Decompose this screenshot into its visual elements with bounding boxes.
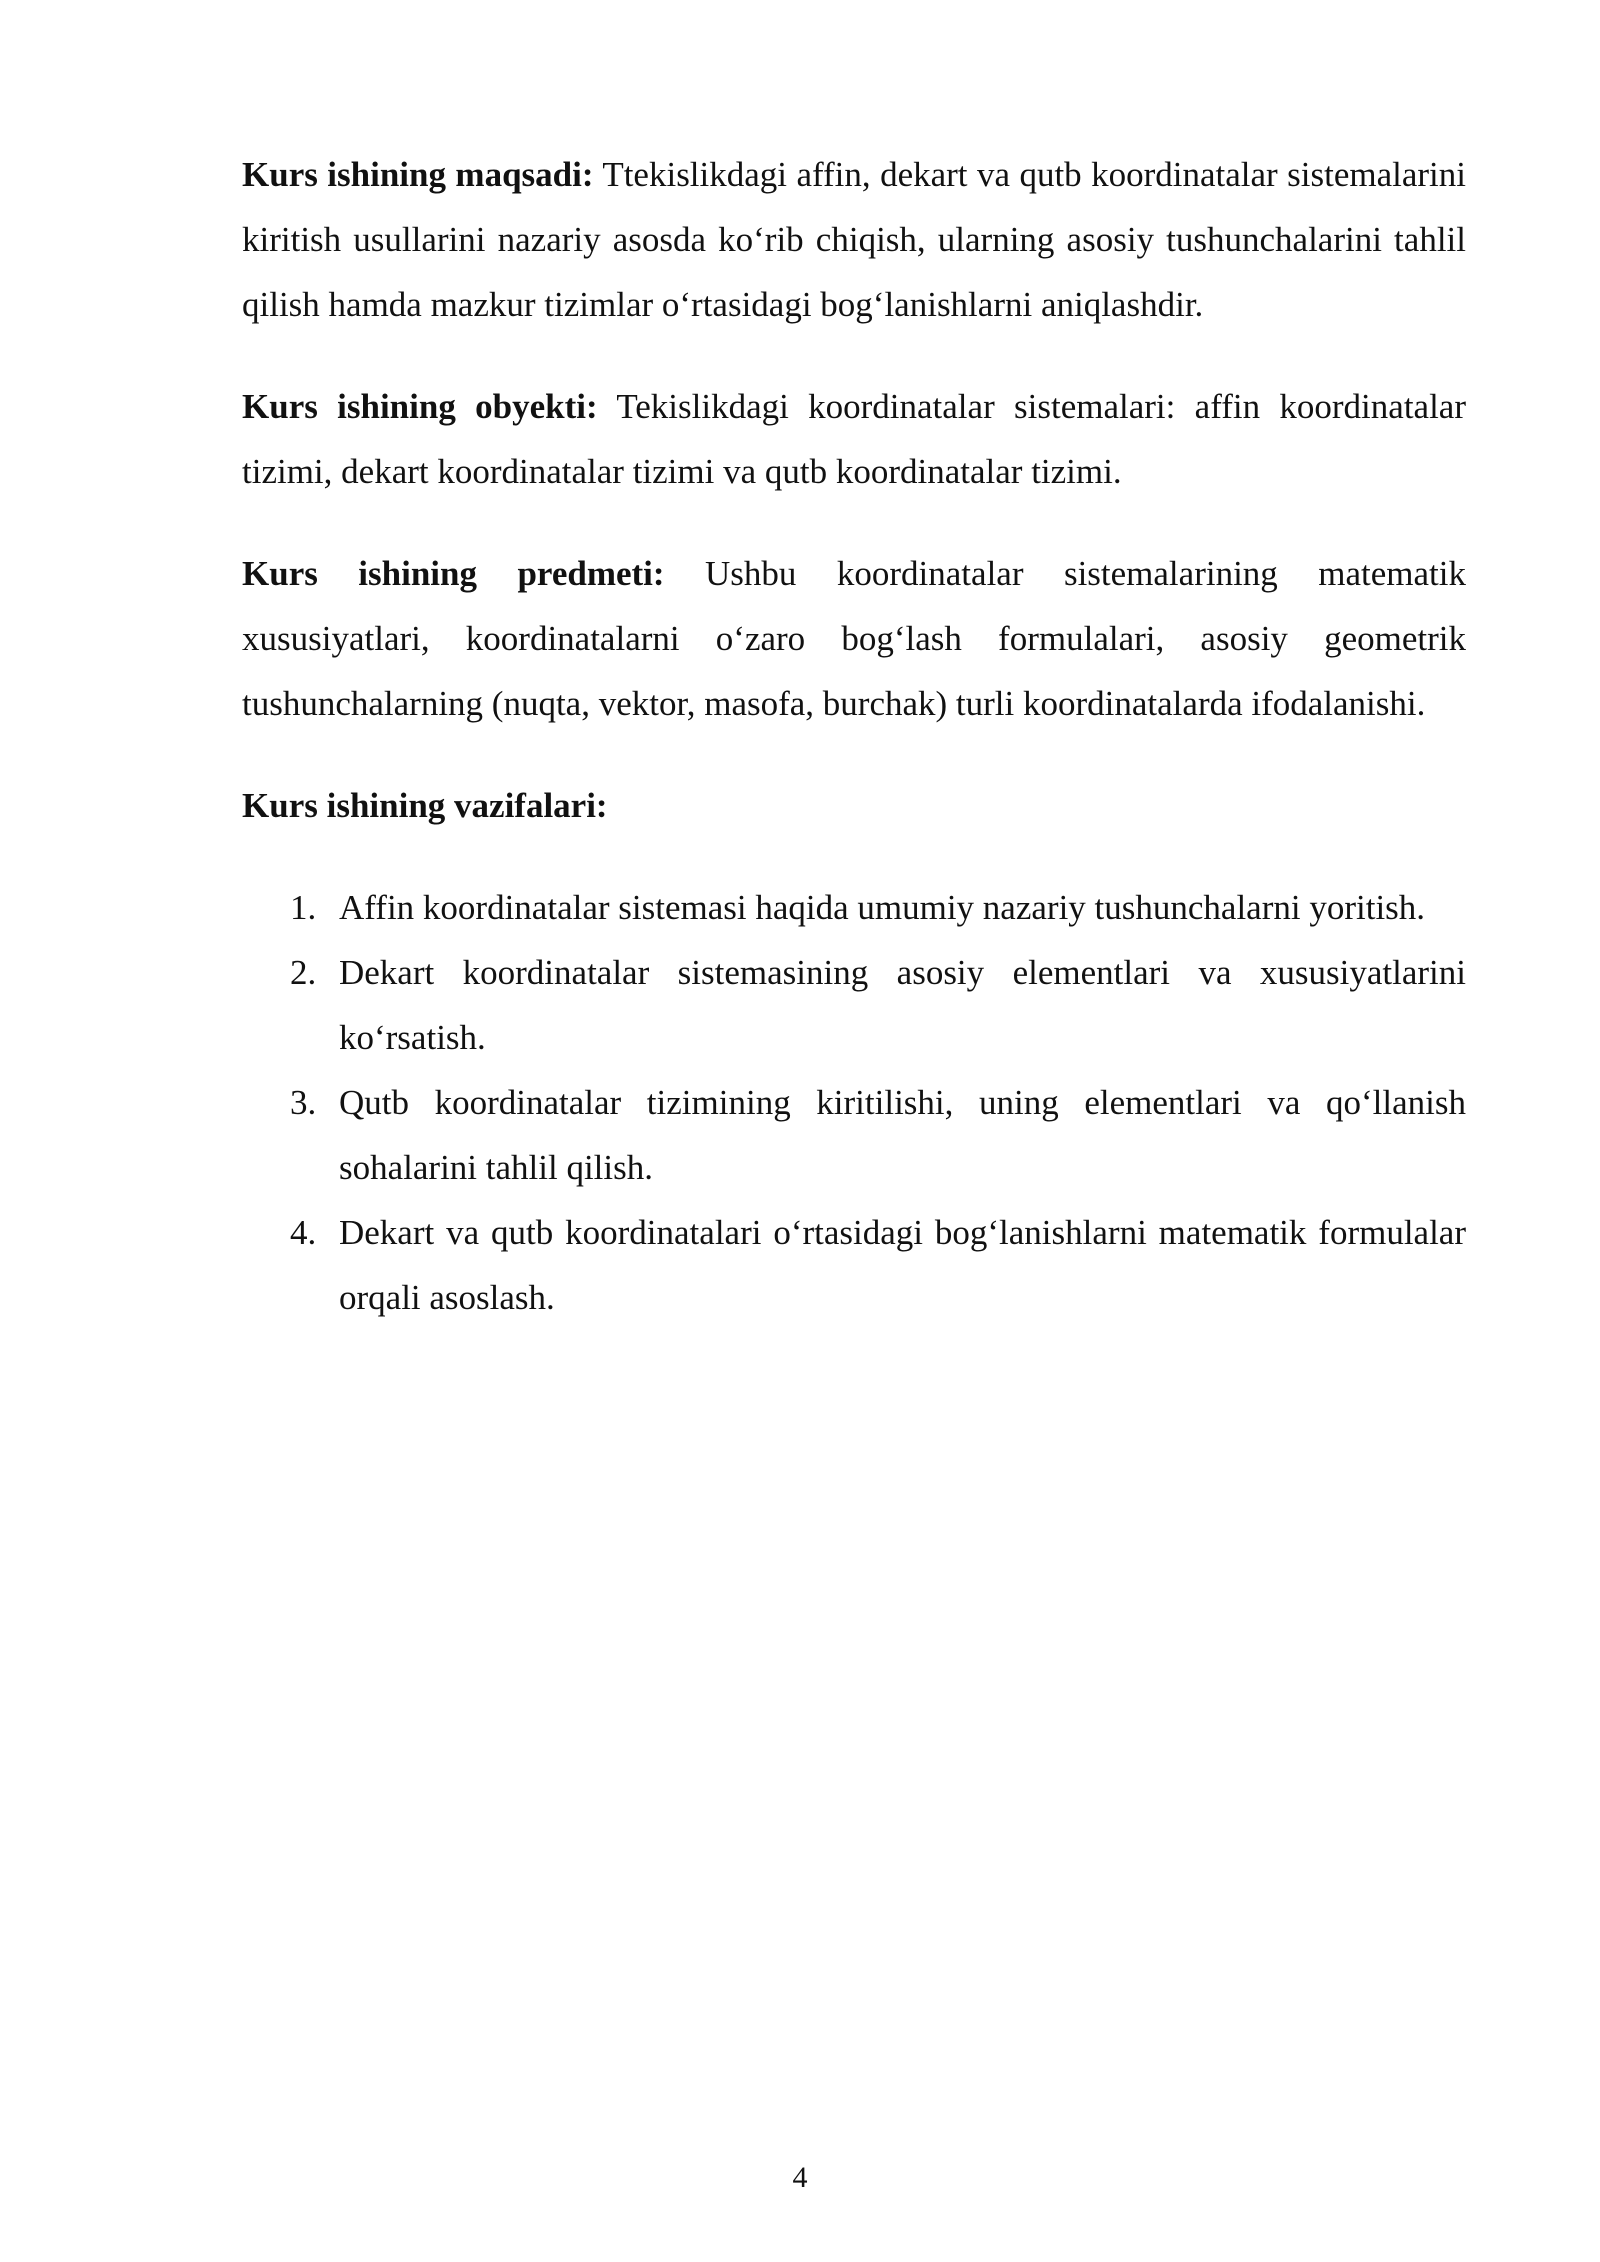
- task-item: [242, 940, 1466, 1070]
- task-number: 1.: [290, 888, 317, 927]
- subject-paragraph: [242, 541, 1466, 736]
- subject-label: Kurs ishining predmeti:: [242, 554, 665, 593]
- tasks-heading: Kurs ishining vazifalari:: [242, 786, 608, 825]
- task-number: 4.: [290, 1213, 317, 1252]
- task-item: [242, 1200, 1466, 1330]
- task-text: Dekart koordinatalar sistemasining asosiy elementlari va xususiyatlarini ko‘rsatish.: [339, 953, 1466, 1057]
- object-label: Kurs ishining obyekti:: [242, 387, 598, 426]
- page-number: 4: [792, 2161, 808, 2194]
- goal-label: Kurs ishining maqsadi:: [242, 155, 594, 194]
- object-paragraph: [242, 374, 1466, 504]
- object-text: Tekislikdagi koordinatalar sistemalari: affin koordinatalar tizimi, dekart koordinatalar tizimi va qutb koordinatalar tizimi.: [242, 387, 1466, 491]
- subject-text: Ushbu koordinatalar sistemalarining matematik xususiyatlari, koordinatalarni o‘zaro bog‘lash formulalari, asosiy geometrik tushunchalarning (nuqta, vektor, masofa, burchak) turli koordinatalarda ifodalanishi.: [242, 554, 1466, 723]
- task-text: Affin koordinatalar sistemasi haqida umumiy nazariy tushunchalarni yoritish.: [339, 888, 1426, 927]
- task-item: [242, 1070, 1466, 1200]
- tasks-list: [242, 875, 1466, 1330]
- goal-text: Ttekislikdagi affin, dekart va qutb koordinatalar sistemalarini kiritish usullarini nazariy asosda ko‘rib chiqish, ularning asosiy tushunchalarini tahlil qilish hamda mazkur tizimlar o‘rtasidagi bog‘lanishlarni aniqlashdir.: [242, 155, 1466, 324]
- task-text: Dekart va qutb koordinatalari o‘rtasidagi bog‘lanishlarni matematik formulalar orqali asoslash.: [339, 1213, 1466, 1317]
- goal-paragraph: [242, 142, 1466, 337]
- task-number: 2.: [290, 953, 317, 992]
- task-item: [242, 875, 1466, 940]
- task-text: Qutb koordinatalar tizimining kiritilishi, uning elementlari va qo‘llanish sohalarini tahlil qilish.: [339, 1083, 1466, 1187]
- task-number: 3.: [290, 1083, 317, 1122]
- page-content: [242, 142, 1466, 1330]
